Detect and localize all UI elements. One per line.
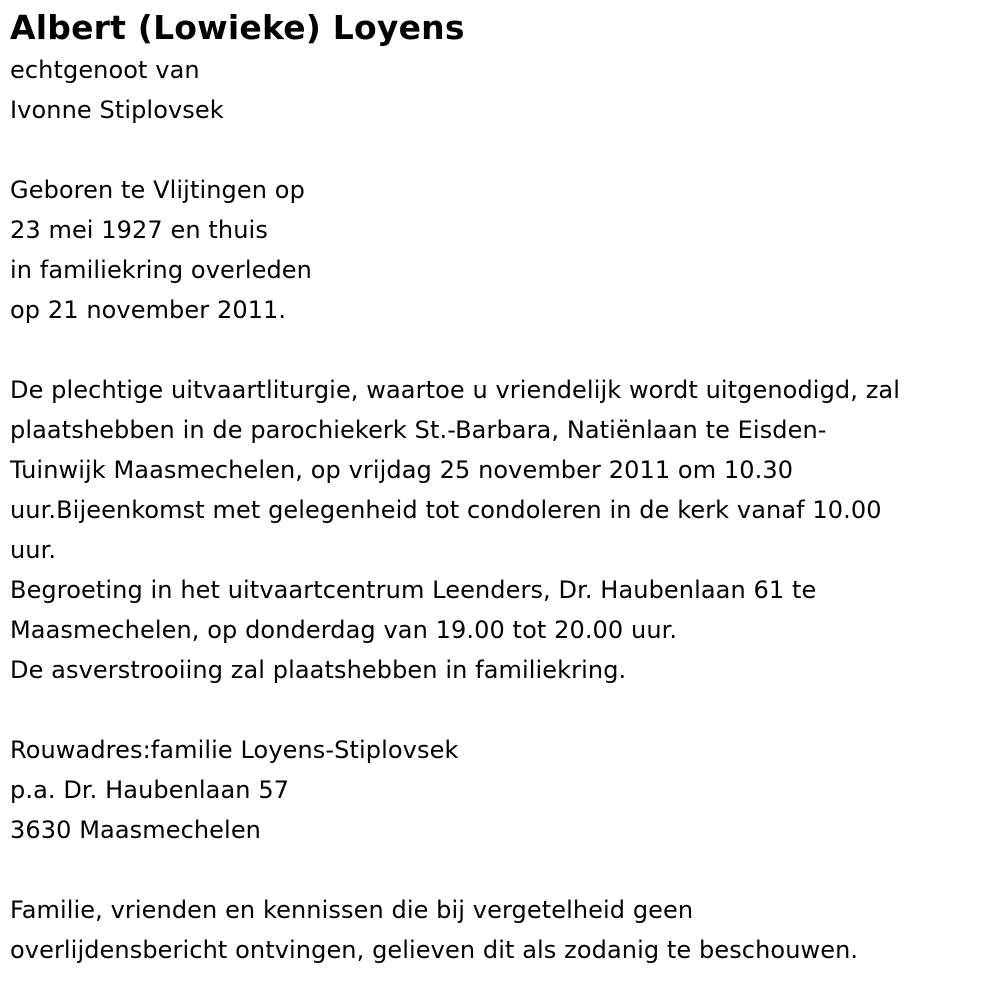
ceremony-line: De asverstrooiing zal plaatshebben in familiekring. [10, 656, 627, 684]
address-line: p.a. Dr. Haubenlaan 57 [10, 776, 290, 804]
death-notice [10, 6, 995, 970]
spouse-line: echtgenoot van [10, 56, 200, 84]
closing-line: overlijdensbericht ontvingen, gelieven dit als zodanig te beschouwen. [10, 936, 859, 964]
ceremony-line: plaatshebben in de parochiekerk St.-Barbara, Natiënlaan te Eisden- [10, 416, 827, 444]
ceremony-line: De plechtige uitvaartliturgie, waartoe u vriendelijk wordt uitgenodigd, zal [10, 376, 900, 404]
birth-death-block [10, 170, 995, 330]
birth-line: Geboren te Vlijtingen op [10, 176, 305, 204]
death-line: in familiekring overleden [10, 256, 312, 284]
ceremony-block [10, 370, 995, 690]
paragraph-gap [10, 130, 995, 170]
ceremony-line: Maasmechelen, op donderdag van 19.00 tot 20.00 uur. [10, 616, 678, 644]
address-block [10, 730, 995, 850]
address-line: Rouwadres:familie Loyens-Stiplovsek [10, 736, 459, 764]
spouse-block [10, 50, 995, 130]
closing-line: Familie, vrienden en kennissen die bij vergetelheid geen [10, 896, 694, 924]
spouse-name: Ivonne Stiplovsek [10, 96, 224, 124]
paragraph-gap [10, 330, 995, 370]
paragraph-gap [10, 850, 995, 890]
ceremony-line: uur.Bijeenkomst met gelegenheid tot condoleren in de kerk vanaf 10.00 [10, 496, 882, 524]
address-line: 3630 Maasmechelen [10, 816, 261, 844]
paragraph-gap [10, 690, 995, 730]
ceremony-line: Tuinwijk Maasmechelen, op vrijdag 25 november 2011 om 10.30 [10, 456, 794, 484]
deceased-name-title: Albert (Lowieke) Loyens [10, 8, 465, 47]
closing-block [10, 890, 995, 970]
death-date-line: op 21 november 2011. [10, 296, 287, 324]
birth-date-line: 23 mei 1927 en thuis [10, 216, 268, 244]
ceremony-line: uur. [10, 536, 57, 564]
ceremony-line: Begroeting in het uitvaartcentrum Leenders, Dr. Haubenlaan 61 te [10, 576, 817, 604]
